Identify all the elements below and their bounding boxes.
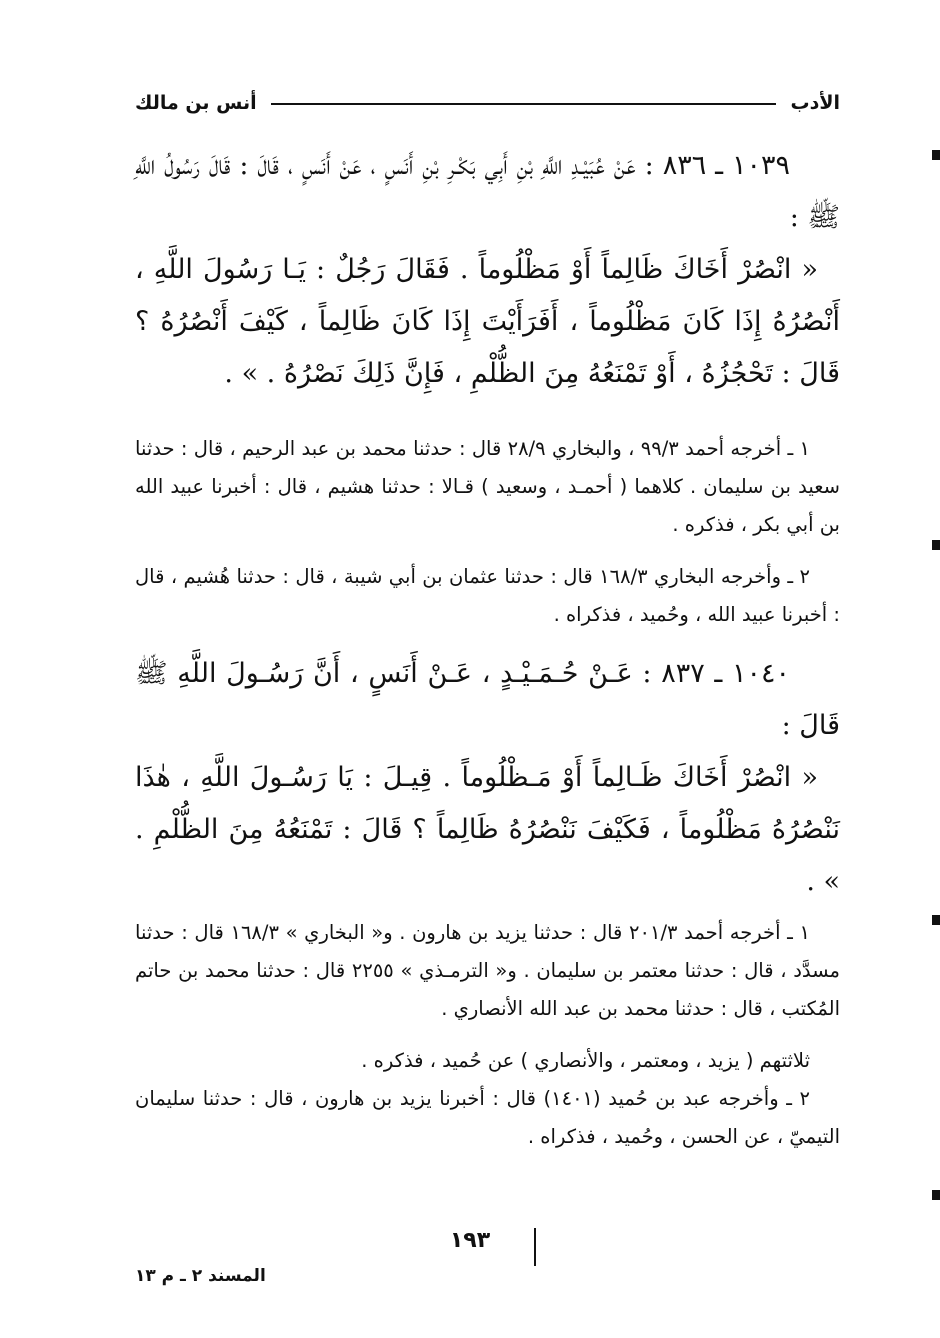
hadith-1039-isnad: ١٠٣٩ ـ ٨٣٦ : عَنْ عُبَيْـدِ اللَّهِ بْنِ أَبِي بَكْـرِ بْنِ أَنَسٍ ، عَنْ أَنَسٍ ، قَالَ : قَالَ رَسُولُ اللَّهِ ﷺ : [135, 150, 840, 233]
hadith-1040-note-1: ١ ـ أخرجه أحمد ٢٠١/٣ قال : حدثنا يزيد بن هارون . و« البخاري » ١٦٨/٣ قال : حدثنا مسدَّد ، قال : حدثنا معتمر بن سليمان . و« الترمـذي » ٢٢٥٥ قال : حدثنا محمد بن حاتم المُكتب ، قال : حدثنا محمد بن عبد الله الأنصاري . [135, 921, 840, 1020]
hadith-1039-note-1: ١ ـ أخرجه أحمد ٩٩/٣ ، والبخاري ٢٨/٩ قال : حدثنا محمد بن عبد الرحيم ، قال : حدثنا سعيد بن سليمان . كلاهما ( أحمـد ، وسعيد ) قـالا : حدثنا هشيم ، قال : أخبرنا عبيد الله بن أبي بكر ، فذكره . [135, 437, 840, 536]
page-number-rule [534, 1228, 536, 1266]
page-number [0, 1228, 940, 1253]
hadith-1039-note-2: ٢ ـ وأخرجه البخاري ١٦٨/٣ قال : حدثنا عثمان بن أبي شيبة ، قال : حدثنا هُشيم ، قال : أخبرنا عبيد الله ، وحُميد ، فذكراه . [135, 565, 840, 626]
edge-mark [932, 540, 940, 550]
edge-mark [932, 1190, 940, 1200]
hadith-1040-matn: « انْصُرْ أَخَاكَ ظَـالِماً أَوْ مَـظْلُوماً . قِيـلَ : يَا رَسُـولَ اللَّهِ ، هٰذَا نَنْصُرُهُ مَظْلُوماً ، فَكَيْفَ نَنْصُرُهُ ظَالِماً ؟ قَالَ : تَمْنَعُهُ مِنَ الظُّلْمِ . » . [135, 762, 840, 897]
running-header [135, 88, 840, 118]
edge-mark [932, 150, 940, 160]
page-number-text: ١٩٣ [449, 1228, 491, 1253]
header-chapter: الأدب [790, 92, 840, 114]
page-content [135, 140, 840, 1156]
edge-mark [932, 915, 940, 925]
hadith-1040-isnad: ١٠٤٠ ـ ٨٣٧ : عَـنْ حُـمَـيْـدٍ ، عَـنْ أَنَسٍ ، أَنَّ رَسُـولَ اللَّهِ ﷺ قَالَ : [135, 658, 840, 741]
hadith-1039-matn: « انْصُرْ أَخَاكَ ظَالِماً أَوْ مَظْلُوماً . فَقَالَ رَجُلٌ : يَـا رَسُولَ اللَّهِ ، أَنْصُرُهُ إِذَا كَانَ مَظْلُوماً ، أَفَرَأَيْتَ إِذَا كَانَ ظَالِماً ، كَيْفَ أَنْصُرُهُ ؟ قَالَ : تَحْجُزُهُ ، أَوْ تَمْنَعُهُ مِنَ الظُّلْمِ ، فَإِنَّ ذَلِكَ نَصْرُهُ . » . [135, 254, 840, 389]
header-narrator: أنس بن مالك [135, 92, 257, 114]
hadith-1040-note-summary: ثلاثتهم ( يزيد ، ومعتمر ، والأنصاري ) عن حُميد ، فذكره . [361, 1049, 810, 1072]
hadith-1040-note-2: ٢ ـ وأخرجه عبد بن حُميد (١٤٠١) قال : أخبرنا يزيد بن هارون ، قال : حدثنا سليمان التيميّ ، عن الحسن ، وحُميد ، فذكراه . [135, 1087, 840, 1148]
header-rule [271, 103, 777, 105]
footer-signature: المسند ٢ ـ م ١٣ [135, 1266, 266, 1286]
